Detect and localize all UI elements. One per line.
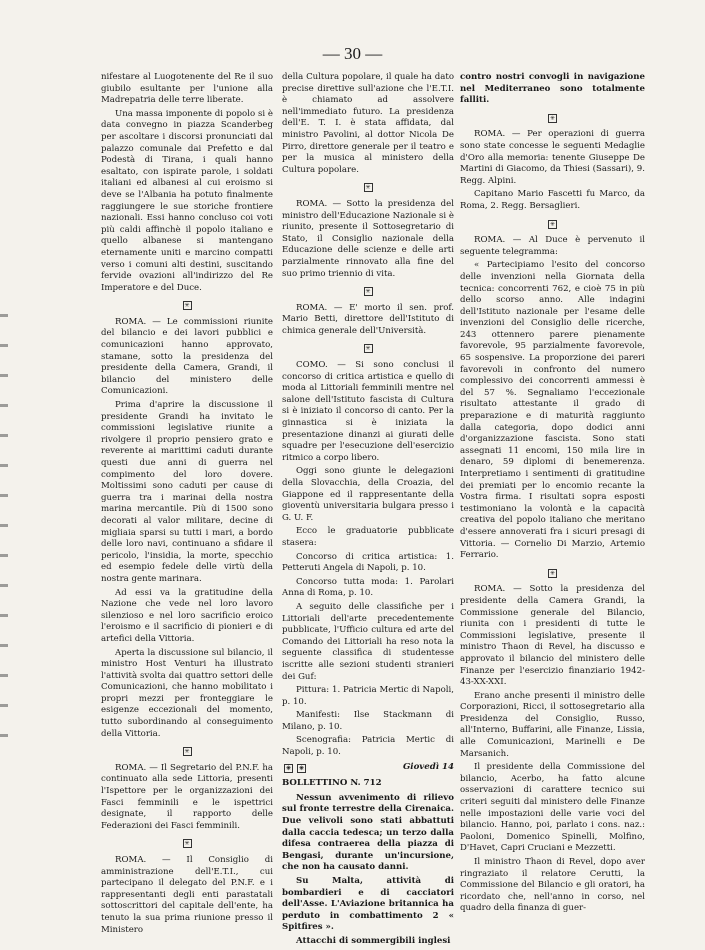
ornament-icon: ✳ [184,840,190,848]
section-separator [282,285,454,297]
ornament-icon: ✳ [365,288,371,296]
section-separator [460,218,645,230]
section-separator [282,181,454,193]
section-separator [460,112,645,124]
ornament-icon: ✳ [365,345,371,353]
paragraph: Ad essi va la gratitudine della Nazione che vede nel loro lavoro silenzioso e nel loro sacrificio eroico l'eroismo e il sacrificio di pionieri e di artefici della Vittoria. [101,587,273,644]
ornament-icon: ✳ [549,220,556,228]
ornament-icon: ✳ [184,302,190,310]
ornament-icon: ✳ [285,764,292,772]
ornament-icon: ✳ [549,114,556,122]
bulletin-paragraph: Attacchi di sommergibili inglesi [296,935,451,946]
paragraph: Pittura: 1. Patricia Mertic di Napoli, p. 10. [282,685,454,707]
column-3 [460,72,645,917]
news-item: ROMA. — Le commissioni riunite del bilancio e dei lavori pubblici e comunicazioni hanno approvato, stamane, sotto la presidenza del presidente della Camera, Grandi, il bilancio del ministero delle Comunicazioni. [101,316,273,397]
page-number: — 30 — [322,44,383,63]
bulletin-paragraph: Su Malta, attività di bombardieri e di cacciatori dell'Asse. L'Aviazione britannica ha perduto in combattimento 2 « Spitfires ». [282,876,454,933]
paragraph: Manifesti: Ilse Stackmann di Milano, p. 10. [282,710,454,732]
paragraph: A seguito delle classifiche per i Littoriali dell'arte precedentemente pubblicate, l'Ufficio cultura ed arte del Comando dei Littoriali ha reso nota la seguente classifica di studentesse iscritte alle sezioni studenti stranieri dei Guf: [282,601,454,682]
news-item: ROMA. — Per operazioni di guerra sono state concesse le seguenti Medaglie d'Oro alla memoria: tenente Giuseppe De Martini di Giacomo, da Thiesi (Sassari), 9. Regg. Alpini. [460,129,645,186]
paragraph: Scenografia: Patricia Mertic di Napoli, p. 10. [282,735,454,758]
paragraph: Prima d'aprire la discussione il presidente Grandi ha invitato le commissioni legislative riunite a rivolgere il proprio pensiero grato e reverente ai marittimi caduti durante questi due anni di guerra nel compimento del loro dovere. Moltissimi sono caduti per cause di guerra tra i marinai della nostra marina mercantile. Più di 1500 sono decorati al valor militare, decine di migliaia sparsi su tutti i mari, a bordo delle loro navi, continuano a sfidare il pericolo, l'insidia, la morte, specchio ed esempio fedele delle virtù della nostra gente marinara. [101,400,273,584]
paragraph: Capitano Mario Fascetti fu Marco, da Roma, 2. Regg. Bersaglieri. [460,189,645,211]
bulletin-paragraph: Nessun avvenimento di rilievo sul fronte terrestre della Cirenaica. Due velivoli sono stati abbattuti dalla caccia tedesca; un terzo dalla difesa contraerea della piazza di Bengasi, durante un'incursione, che non ha causato danni. [282,792,454,873]
news-item: ROMA. — Sotto la presidenza del presidente della Camera Grandi, la Commissione generale del Bilancio, riunita con i presidenti di tutte le Commissioni legislative, presente il ministro Thaon di Revel, ha discusso e approvato il bilancio del ministero delle Finanze per l'esercizio finanziario 1942-43-XX-XXI. [460,584,645,688]
paragraph: Una massa imponente di popolo si è data convegno in piazza Scanderbeg per ascoltare i discorsi pronunciati dal palazzo comunale dai Prefetto e dal Podestà di Tirana, i quali hanno esaltato, con ispirate parole, i soldati italiani ed albanesi al cui eroismo si deve se l'Albania ha potuto finalmente raggiungere le sue storiche frontiere nazionali. Essi hanno concluso coi voti più caldi affinchè il popolo italiano e quello albanese si mantengano eternamente uniti e marcino compatti verso i comuni alti destini, suscitando fervide ovazioni all'indirizzo del Re Imperatore e del Duce. [101,108,273,293]
paragraph: Ecco le graduatorie pubblicate stasera: [282,526,454,548]
news-item: ROMA. — Il Consiglio di amministrazione dell'E.T.I., cui partecipano il delegato del P.N.F. e i rappresentanti degli enti parastatali sottoscrittori del capitale dell'ente, ha tenuto la sua prima riunione presso il Ministero [101,855,273,935]
paragraph: nifestare al Luogotenente del Re il suo giubilo esultante per l'unione alla Madrepatria delle terre liberate. [101,72,273,106]
double-ornament [282,762,308,775]
paragraph: Il ministro Thaon di Revel, dopo aver ringraziato il relatore Cerutti, la Commissione del Bilancio e gli oratori, ha ricordato che, nell'anno in corso, nel quadro della finanza di guer- [460,857,645,914]
column-2 [282,72,454,950]
news-item: ROMA. — E' morto il sen. prof. Mario Betti, direttore dell'Istituto di chimica generale dell'Università. [282,302,454,336]
bulletin-title: BOLLETTINO N. 712 [282,778,382,789]
section-separator [460,567,645,579]
news-item: ROMA. — Al Duce è pervenuto il seguente telegramma: [460,235,645,257]
ornament-icon: ✳ [549,569,556,577]
paragraph: Concorso tutta moda: 1. Parolari Anna di Roma, p. 10. [282,576,454,599]
bulletin-paragraph: contro nostri convogli in navigazione nel Mediterraneo sono totalmente falliti. [460,72,645,106]
section-separator [101,299,273,311]
section-separator [101,745,273,757]
column-1 [101,72,273,938]
ornament-icon: ✳ [365,184,371,192]
scan-edge-marks [0,300,8,740]
news-item: ROMA. — Il Segretario del P.N.F. ha continuato alla sede Littoria, presenti l'Ispettore per le organizzazioni dei Fasci femminili e le ispettrici designate, il rapporto delle Federazioni dei Fasci femminili. [101,762,273,831]
paragraph: Erano anche presenti il ministro delle Corporazioni, Ricci, il sottosegretario alla Presidenza del Consiglio, Russo, all'Interno, Buffarini, alle Finanze, Lissia, alle Comunicazioni, Marinelli e De Marsanich. [460,690,645,759]
date-header [282,762,454,775]
ornament-icon: ✳ [184,748,190,756]
section-separator [101,837,273,849]
paragraph: Oggi sono giunte le delegazioni della Slovacchia, della Croazia, del Giappone ed il rappresentante della gioventù universitaria bulgara presso i G. U. F. [282,466,454,523]
date-label: Giovedì 14 [402,761,454,772]
telegram-text: « Partecipiamo l'esito del concorso delle invenzioni nella Giornata della tecnica: concorrenti 762, e cioè 75 in più dello scorso anno. Alle indagini dell'Istituto nazionale per l'esame delle invenzioni del Consiglio delle ricerche, 243 ottennero parere pienamente favorevole, 95 parzialmente favorevole, 65 sospensive. La proporzione dei pareri favorevoli in confronto del numero complessivo dei concorrenti ammessi è del 57 %. Segnaliamo l'eccezionale risultato attestante il grado di preparazione e di maturità raggiunto dalla categoria, dopo dodici anni d'organizzazione fascista. Sono stati assegnati 11 encomi, 150 mila lire in denaro, 59 diplomi di benemerenza. Interpretiamo i sentimenti di gratitudine dei premiati per lo encomio recante la Vostra firma. I risultati sopra esposti testimoniano la volontà e la capacità creativa del popolo italiano che meritano d'essere annoverati fra i sicuri presagi di Vittoria. — Cornelio Di Marzio, Artemio Ferrario. [460,260,645,561]
ornament-icon: ✳ [298,764,305,772]
section-separator [282,342,454,354]
paragraph: Aperta la discussione sul bilancio, il ministro Host Venturi ha illustrato l'attività svolta dai quattro settori delle Comunicazioni, che hanno mobilitato i propri mezzi per fronteggiare le esigenze eccezionali del momento, tutto subordinando al conseguimento della Vittoria. [101,647,273,739]
news-item: ROMA. — Sotto la presidenza del ministro dell'Educazione Nazionale si è riunito, presente il Sottosegretario di Stato, il Consiglio nazionale della Educazione delle scienze e delle arti parzialmente rinnovato alla fine del suo primo triennio di vita. [282,198,454,279]
news-item: COMO. — Si sono conclusi il concorso di critica artistica e quello di moda al Littoriali femminili mentre nel salone dell'Istituto fascista di Cultura si è iniziato il concorso di canto. Per la ginnastica si è iniziata la presentazione dinanzi ai giurati delle squadre per l'esecuzione dell'esercizio ritmico a corpo libero. [282,360,454,463]
paragraph: Concorso di critica artistica: 1. Petteruti Angela di Napoli, p. 10. [282,551,454,574]
paragraph: Il presidente della Commissione del bilancio, Acerbo, ha fatto alcune osservazioni di carattere tecnico sui criteri seguiti dal ministero delle Finanze nelle impostazioni delle varie voci del bilancio. Hanno, poi, parlato i cons. naz.: Paoloni, Domenico Spinelli, Molfino, D'Havet, Capri Cruciani e Mezzetti. [460,762,645,854]
paragraph: della Cultura popolare, il quale ha dato precise direttive sull'azione che l'E.T.I. è chiamato ad assolvere nell'immediato futuro. La presidenza dell'E. T. I. è stata affidata, dal ministro Pavolini, al dottor Nicola De Pirro, direttore generale per il teatro e per la musica al ministero della Cultura popolare. [282,72,454,175]
